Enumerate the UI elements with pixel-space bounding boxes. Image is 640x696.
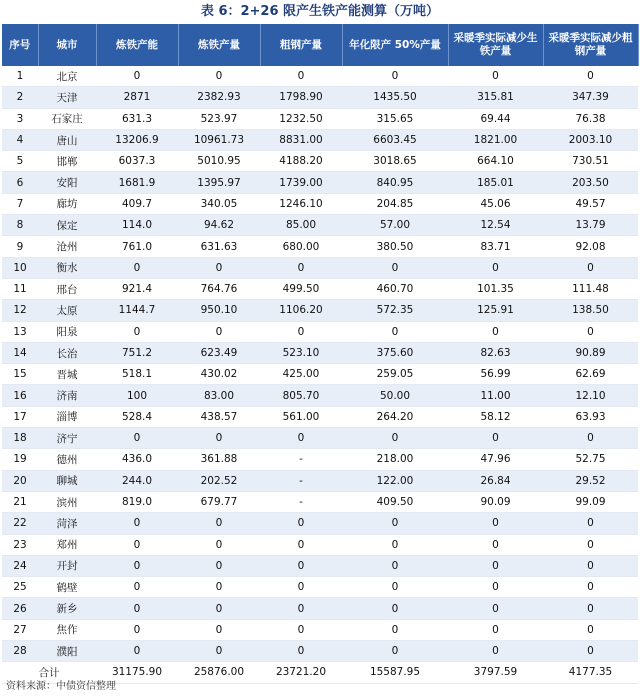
total-cell: 25876.00 <box>178 662 260 683</box>
table-cell: 1144.7 <box>96 300 178 321</box>
table-cell: 315.81 <box>448 87 543 108</box>
table-cell: 0 <box>342 428 448 449</box>
table-cell: 69.44 <box>448 108 543 129</box>
table-cell: 631.63 <box>178 236 260 257</box>
table-cell: - <box>260 491 342 512</box>
table-cell: 0 <box>543 66 638 87</box>
table-cell: 202.52 <box>178 470 260 491</box>
table-cell: 0 <box>178 641 260 662</box>
table-cell: 0 <box>342 321 448 342</box>
table-cell: 840.95 <box>342 172 448 193</box>
table-cell: 0 <box>342 577 448 598</box>
table-cell: 315.65 <box>342 108 448 129</box>
table-cell: 0 <box>96 428 178 449</box>
table-cell: 菏泽 <box>38 513 96 534</box>
table-cell: 0 <box>96 513 178 534</box>
table-cell: 49.57 <box>543 193 638 214</box>
table-row <box>2 257 638 278</box>
table-cell: 新乡 <box>38 598 96 619</box>
table-cell: 0 <box>543 257 638 278</box>
table-cell: 23 <box>2 534 38 555</box>
table-cell: 218.00 <box>342 449 448 470</box>
table-cell: 518.1 <box>96 364 178 385</box>
table-cell: 0 <box>260 641 342 662</box>
table-cell: 21 <box>2 491 38 512</box>
table-cell: 0 <box>178 534 260 555</box>
table-cell: 2382.93 <box>178 87 260 108</box>
total-cell: 31175.90 <box>96 662 178 683</box>
table-row <box>2 129 638 150</box>
table-cell: 15 <box>2 364 38 385</box>
table-row <box>2 406 638 427</box>
table-row <box>2 619 638 640</box>
table-cell: 天津 <box>38 87 96 108</box>
table-cell: 921.4 <box>96 278 178 299</box>
table-cell: 济南 <box>38 385 96 406</box>
column-header: 炼铁产能 <box>96 24 178 66</box>
table-cell: 0 <box>342 641 448 662</box>
table-cell: 0 <box>178 513 260 534</box>
table-cell: 0 <box>260 598 342 619</box>
table-cell: 滨州 <box>38 491 96 512</box>
table-cell: 唐山 <box>38 129 96 150</box>
table-title: 表 6：2+26 限产生铁产能测算（万吨） <box>200 4 440 19</box>
table-row <box>2 342 638 363</box>
table-row <box>2 151 638 172</box>
table-cell: 鹤壁 <box>38 577 96 598</box>
table-cell: 13206.9 <box>96 129 178 150</box>
table-cell: 0 <box>260 534 342 555</box>
table-row <box>2 215 638 236</box>
table-row <box>2 66 638 87</box>
table-cell: 8831.00 <box>260 129 342 150</box>
table-cell: 0 <box>178 619 260 640</box>
table-cell: 7 <box>2 193 38 214</box>
table-cell: 18 <box>2 428 38 449</box>
table-cell: 347.39 <box>543 87 638 108</box>
table-cell: 0 <box>178 428 260 449</box>
table-cell: 28 <box>2 641 38 662</box>
table-row <box>2 491 638 512</box>
table-cell: 0 <box>260 66 342 87</box>
table-cell: - <box>260 470 342 491</box>
table-cell: 22 <box>2 513 38 534</box>
table-cell: 0 <box>543 428 638 449</box>
table-row <box>2 300 638 321</box>
table-cell: 0 <box>543 513 638 534</box>
table-cell: 259.05 <box>342 364 448 385</box>
table-cell: 460.70 <box>342 278 448 299</box>
column-header: 城市 <box>38 24 96 66</box>
table-cell: 76.38 <box>543 108 638 129</box>
table-cell: 开封 <box>38 555 96 576</box>
table-cell: 5 <box>2 151 38 172</box>
table-cell: 425.00 <box>260 364 342 385</box>
table-cell: 10 <box>2 257 38 278</box>
table-cell: 2 <box>2 87 38 108</box>
table-cell: 0 <box>448 321 543 342</box>
table-cell: 1821.00 <box>448 129 543 150</box>
table-cell: 85.00 <box>260 215 342 236</box>
table-cell: 436.0 <box>96 449 178 470</box>
table-cell: 764.76 <box>178 278 260 299</box>
table-cell: 730.51 <box>543 151 638 172</box>
table-cell: 13 <box>2 321 38 342</box>
table-cell: 1739.00 <box>260 172 342 193</box>
table-cell: 430.02 <box>178 364 260 385</box>
table-cell: 0 <box>543 555 638 576</box>
table-cell: 561.00 <box>260 406 342 427</box>
table-cell: 阳泉 <box>38 321 96 342</box>
table-cell: 1681.9 <box>96 172 178 193</box>
table-cell: 12.10 <box>543 385 638 406</box>
table-cell: 0 <box>543 619 638 640</box>
table-row <box>2 108 638 129</box>
table-cell: 0 <box>448 513 543 534</box>
table-cell: 0 <box>342 619 448 640</box>
total-label: 合计 <box>2 662 96 683</box>
table-cell: 83.00 <box>178 385 260 406</box>
table-row <box>2 555 638 576</box>
table-cell: 14 <box>2 342 38 363</box>
table-cell: 邢台 <box>38 278 96 299</box>
table-cell: 26.84 <box>448 470 543 491</box>
table-cell: 101.35 <box>448 278 543 299</box>
table-cell: 58.12 <box>448 406 543 427</box>
table-cell: 26 <box>2 598 38 619</box>
table-cell: 1232.50 <box>260 108 342 129</box>
table-cell: 石家庄 <box>38 108 96 129</box>
table-cell: 761.0 <box>96 236 178 257</box>
table-cell: 125.91 <box>448 300 543 321</box>
table-cell: 664.10 <box>448 151 543 172</box>
table-cell: 409.7 <box>96 193 178 214</box>
table-cell: 0 <box>448 555 543 576</box>
table-cell: 0 <box>448 598 543 619</box>
table-cell: 203.50 <box>543 172 638 193</box>
table-cell: 99.09 <box>543 491 638 512</box>
table-cell: 9 <box>2 236 38 257</box>
table-cell: - <box>260 449 342 470</box>
table-cell: 5010.95 <box>178 151 260 172</box>
table-cell: 523.97 <box>178 108 260 129</box>
table-cell: 528.4 <box>96 406 178 427</box>
table-cell: 0 <box>448 619 543 640</box>
table-cell: 0 <box>260 513 342 534</box>
column-header: 采暖季实际减少粗钢产量 <box>543 24 638 66</box>
table-cell: 0 <box>96 619 178 640</box>
table-cell: 244.0 <box>96 470 178 491</box>
table-cell: 100 <box>96 385 178 406</box>
table-cell: 10961.73 <box>178 129 260 150</box>
table-row <box>2 641 638 662</box>
table-cell: 0 <box>342 66 448 87</box>
table-cell: 0 <box>543 641 638 662</box>
table-cell: 680.00 <box>260 236 342 257</box>
table-cell: 0 <box>342 513 448 534</box>
table-cell: 0 <box>342 555 448 576</box>
table-row <box>2 449 638 470</box>
table-cell: 13.79 <box>543 215 638 236</box>
table-cell: 24 <box>2 555 38 576</box>
header-row <box>2 24 638 66</box>
table-cell: 0 <box>96 577 178 598</box>
table-cell: 0 <box>448 428 543 449</box>
table-cell: 安阳 <box>38 172 96 193</box>
table-cell: 27 <box>2 619 38 640</box>
table-cell: 0 <box>543 321 638 342</box>
table-cell: 572.35 <box>342 300 448 321</box>
table-cell: 94.62 <box>178 215 260 236</box>
table-cell: 0 <box>178 598 260 619</box>
total-cell: 4177.35 <box>543 662 638 683</box>
table-row <box>2 172 638 193</box>
table-cell: 郑州 <box>38 534 96 555</box>
table-row <box>2 598 638 619</box>
table-cell: 0 <box>448 641 543 662</box>
table-cell: 11.00 <box>448 385 543 406</box>
table-cell: 29.52 <box>543 470 638 491</box>
table-cell: 90.09 <box>448 491 543 512</box>
source-note: 资料来源：中债资信整理 <box>6 681 116 692</box>
total-cell: 3797.59 <box>448 662 543 683</box>
table-cell: 0 <box>260 619 342 640</box>
table-cell: 0 <box>342 534 448 555</box>
table-cell: 47.96 <box>448 449 543 470</box>
table-cell: 25 <box>2 577 38 598</box>
table-cell: 950.10 <box>178 300 260 321</box>
table-row <box>2 513 638 534</box>
table-row <box>2 577 638 598</box>
table-row <box>2 87 638 108</box>
table-cell: 3018.65 <box>342 151 448 172</box>
table-cell: 0 <box>260 577 342 598</box>
table-cell: 0 <box>96 555 178 576</box>
table-cell: 83.71 <box>448 236 543 257</box>
table-cell: 45.06 <box>448 193 543 214</box>
table-cell: 1246.10 <box>260 193 342 214</box>
table-cell: 太原 <box>38 300 96 321</box>
table-cell: 0 <box>260 257 342 278</box>
table-row <box>2 534 638 555</box>
table-cell: 济宁 <box>38 428 96 449</box>
table-cell: 0 <box>178 555 260 576</box>
table-cell: 138.50 <box>543 300 638 321</box>
total-cell: 23721.20 <box>260 662 342 683</box>
table-cell: 52.75 <box>543 449 638 470</box>
table-cell: 340.05 <box>178 193 260 214</box>
table-cell: 焦作 <box>38 619 96 640</box>
table-cell: 92.08 <box>543 236 638 257</box>
table-cell: 0 <box>543 534 638 555</box>
table-cell: 0 <box>260 555 342 576</box>
table-cell: 1435.50 <box>342 87 448 108</box>
table-cell: 0 <box>178 257 260 278</box>
table-cell: 90.89 <box>543 342 638 363</box>
table-cell: 50.00 <box>342 385 448 406</box>
column-header: 采暖季实际减少生铁产量 <box>448 24 543 66</box>
table-cell: 北京 <box>38 66 96 87</box>
table-cell: 12.54 <box>448 215 543 236</box>
table-cell: 361.88 <box>178 449 260 470</box>
table-cell: 679.77 <box>178 491 260 512</box>
table-cell: 82.63 <box>448 342 543 363</box>
table-header <box>2 24 638 66</box>
table-row <box>2 385 638 406</box>
table-cell: 1106.20 <box>260 300 342 321</box>
table-cell: 185.01 <box>448 172 543 193</box>
table-cell: 751.2 <box>96 342 178 363</box>
table-cell: 380.50 <box>342 236 448 257</box>
table-cell: 0 <box>543 577 638 598</box>
table-cell: 衡水 <box>38 257 96 278</box>
table-row <box>2 428 638 449</box>
table-cell: 805.70 <box>260 385 342 406</box>
table-cell: 0 <box>96 321 178 342</box>
table-cell: 114.0 <box>96 215 178 236</box>
table-cell: 0 <box>342 598 448 619</box>
table-cell: 长治 <box>38 342 96 363</box>
table-cell: 1798.90 <box>260 87 342 108</box>
table-cell: 0 <box>543 598 638 619</box>
table-cell: 0 <box>96 534 178 555</box>
table-cell: 631.3 <box>96 108 178 129</box>
table-cell: 11 <box>2 278 38 299</box>
table-cell: 0 <box>448 577 543 598</box>
table-row <box>2 278 638 299</box>
table-cell: 邯郸 <box>38 151 96 172</box>
table-cell: 4188.20 <box>260 151 342 172</box>
table-cell: 0 <box>448 66 543 87</box>
table-cell: 6603.45 <box>342 129 448 150</box>
table-cell: 1 <box>2 66 38 87</box>
table-cell: 淄博 <box>38 406 96 427</box>
table-cell: 4 <box>2 129 38 150</box>
table-cell: 0 <box>448 534 543 555</box>
total-cell: 15587.95 <box>342 662 448 683</box>
table-cell: 19 <box>2 449 38 470</box>
table-cell: 0 <box>96 257 178 278</box>
table-cell: 0 <box>96 598 178 619</box>
table-cell: 16 <box>2 385 38 406</box>
table-cell: 62.69 <box>543 364 638 385</box>
table-row <box>2 236 638 257</box>
table-cell: 聊城 <box>38 470 96 491</box>
table-cell: 0 <box>96 641 178 662</box>
table-cell: 0 <box>178 577 260 598</box>
column-header: 年化限产 50%产量 <box>342 24 448 66</box>
table-cell: 0 <box>342 257 448 278</box>
table-cell: 409.50 <box>342 491 448 512</box>
table-cell: 保定 <box>38 215 96 236</box>
table-cell: 濮阳 <box>38 641 96 662</box>
table-body <box>2 66 638 683</box>
table-cell: 523.10 <box>260 342 342 363</box>
table-cell: 264.20 <box>342 406 448 427</box>
table-cell: 晋城 <box>38 364 96 385</box>
table-cell: 2003.10 <box>543 129 638 150</box>
column-header: 炼铁产量 <box>178 24 260 66</box>
table-cell: 375.60 <box>342 342 448 363</box>
capacity-table <box>2 24 639 684</box>
table-cell: 德州 <box>38 449 96 470</box>
table-row <box>2 470 638 491</box>
table-cell: 12 <box>2 300 38 321</box>
table-cell: 0 <box>260 428 342 449</box>
column-header: 序号 <box>2 24 38 66</box>
table-cell: 6 <box>2 172 38 193</box>
table-cell: 3 <box>2 108 38 129</box>
table-cell: 廊坊 <box>38 193 96 214</box>
table-row <box>2 193 638 214</box>
table-cell: 204.85 <box>342 193 448 214</box>
table-cell: 111.48 <box>543 278 638 299</box>
table-row <box>2 364 638 385</box>
table-cell: 57.00 <box>342 215 448 236</box>
table-cell: 0 <box>448 257 543 278</box>
table-cell: 56.99 <box>448 364 543 385</box>
table-cell: 2871 <box>96 87 178 108</box>
table-cell: 8 <box>2 215 38 236</box>
table-cell: 0 <box>178 66 260 87</box>
table-cell: 17 <box>2 406 38 427</box>
table-cell: 20 <box>2 470 38 491</box>
table-row <box>2 321 638 342</box>
table-cell: 0 <box>178 321 260 342</box>
table-cell: 438.57 <box>178 406 260 427</box>
table-cell: 6037.3 <box>96 151 178 172</box>
table-cell: 1395.97 <box>178 172 260 193</box>
table-cell: 623.49 <box>178 342 260 363</box>
table-cell: 819.0 <box>96 491 178 512</box>
table-cell: 499.50 <box>260 278 342 299</box>
table-cell: 沧州 <box>38 236 96 257</box>
table-cell: 0 <box>96 66 178 87</box>
column-header: 粗钢产量 <box>260 24 342 66</box>
table-cell: 122.00 <box>342 470 448 491</box>
table-cell: 63.93 <box>543 406 638 427</box>
table-cell: 0 <box>260 321 342 342</box>
